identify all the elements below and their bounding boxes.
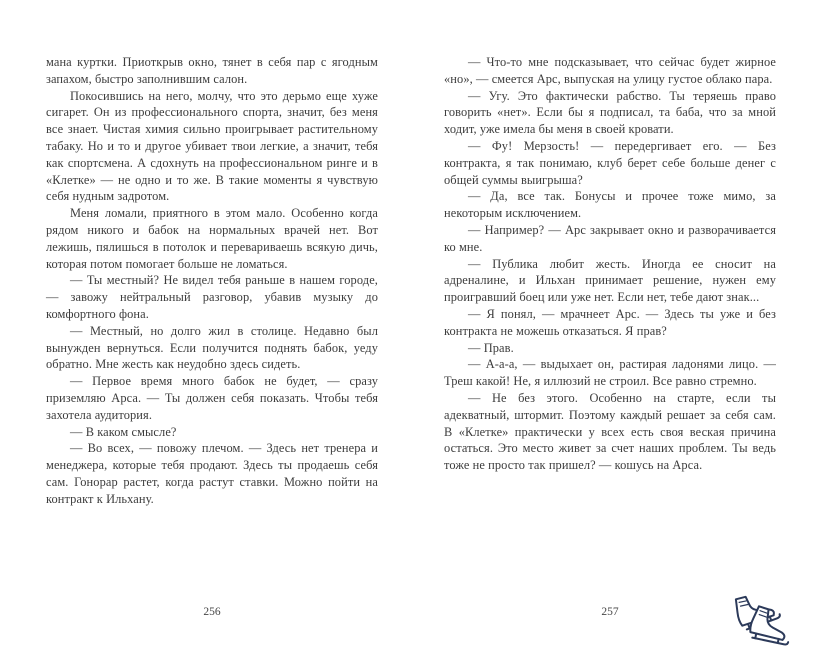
paragraph: Меня ломали, приятного в этом мало. Особенно когда рядом никого и бабок на нормальных врачей нет. Вот лежишь, пялишься в потолок и перевариваешь всякую дичь, которая потом помогает больше не ломаться. (46, 206, 378, 271)
paragraph: — В каком смысле? (70, 424, 177, 439)
page-right-text (444, 54, 776, 474)
paragraph: — Не без этого. Особенно на старте, если ты адекватный, штормит. Поэтому каждый решает за себя сам. В «Клетке» практически у всех есть своя веская причина остаться. Это место живет за счет наших проблем. Ты ведь тоже не просто так пришел? — кошусь на Арса. (444, 390, 776, 473)
paragraph: — Я понял, — мрачнеет Арс. — Здесь ты уже и без контракта не можешь отказаться. Я прав? (444, 306, 776, 338)
paragraph: — Прав. (468, 340, 514, 355)
paragraph: — Что-то мне подсказывает, что сейчас будет жирное «но», — смеется Арс, выпуская на улицу густое облако пара. (444, 55, 776, 86)
paragraph: — Например? — Арс закрывает окно и разворачивается ко мне. (444, 222, 776, 254)
paragraph: — А-а-а, — выдыхает он, растирая ладонями лицо. — Треш какой! Не, я иллюзий не строил. Все равно стремно. (444, 357, 776, 389)
paragraph: — Да, все так. Бонусы и прочее тоже мимо, за некоторым исключением. (444, 189, 776, 221)
paragraph: Покосившись на него, молчу, что это дерьмо еще хуже сигарет. Он из профессионального спорта, значит, без меня все знает. Чистая химия сильно проигрывает растительному табаку. Но и то и другое убивает твои легкие, а значит, тебя как спортсмена. А сдохнуть на профессиональном ринге и в «Клетке» — не одно и то же. В такие моменты я чувствую себя нудным задротом. (46, 88, 378, 204)
paragraph: — Местный, но долго жил в столице. Недавно был вынужден вернуться. Если получится поднять бабок, уеду обратно. Мне жесть как неудобно здесь сидеть. (46, 323, 378, 372)
paragraph: — Угу. Это фактически рабство. Ты теряешь право говорить «нет». Если бы я подписал, та баба, что за мной ходит, уже имела бы меня в своей кровати. (444, 88, 776, 137)
page-number-left: 256 (203, 606, 221, 618)
paragraph: — Фу! Мерзость! — передергивает его. — Без контракта, я так понимаю, клуб берет себе больше денег с общей суммы выигрыша? (444, 138, 776, 187)
paragraph: — Ты местный? Не видел тебя раньше в нашем городе, — завожу нейтральный разговор, убавив музыку до комфортного фона. (46, 273, 378, 321)
ice-skates-icon (728, 592, 794, 650)
paragraph: — Первое время много бабок не будет, — сразу приземляю Арса. — Ты должен себя показать. Чтобы тебя захотела аудитория. (46, 374, 378, 422)
page-left-text (46, 54, 378, 508)
page-number-right: 257 (601, 606, 619, 618)
paragraph: — Публика любит жесть. Иногда ее сносит на адреналине, и Ильхан принимает решение, нужен ему проигравший боец или уже нет. Если нет, тебе дают знак... (444, 256, 776, 305)
paragraph: — Во всех, — повожу плечом. — Здесь нет тренера и менеджера, которые тебя продают. Здесь ты продаешь себя сам. Гонорар растет, когда растут ставки. Можно пойти на контракт к Ильхану. (46, 441, 378, 506)
paragraph: мана куртки. Приоткрыв окно, тянет в себя пар с ягодным запахом, быстро заполнившим салон. (46, 55, 378, 86)
